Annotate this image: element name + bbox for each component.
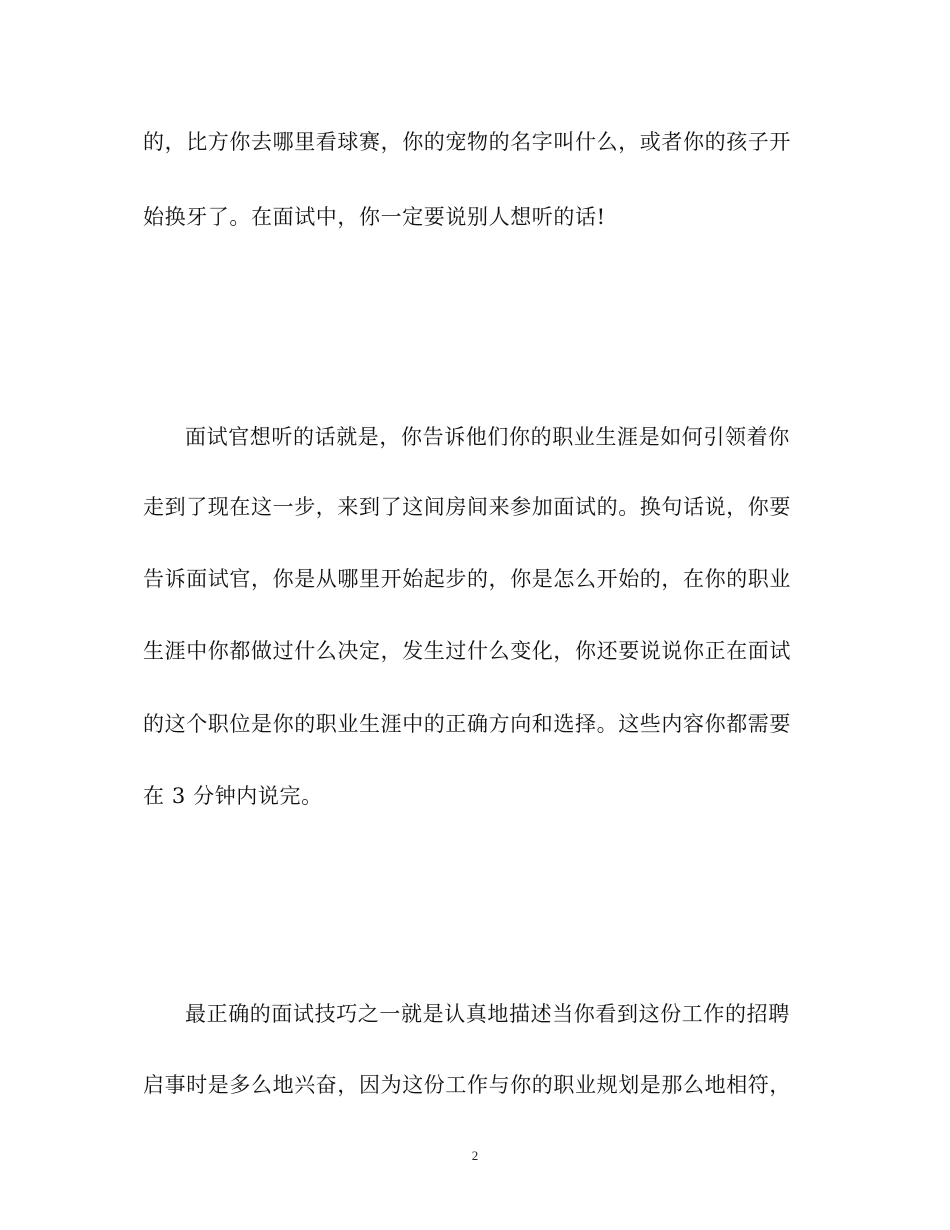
paragraph-2-line-3: 告诉面试官，你是从哪里开始起步的，你是怎么开始的，在你的职业	[143, 567, 791, 591]
paragraph-1-line-1: 的，比方你去哪里看球赛，你的宠物的名字叫什么，或者你的孩子开	[143, 130, 791, 154]
paragraph-2-line-1: 面试官想听的话就是，你告诉他们你的职业生涯是如何引领着你	[185, 425, 790, 449]
paragraph-2-line-6: 在 3 分钟内说完。	[143, 784, 323, 808]
paragraph-3-line-2: 启事时是多么地兴奋，因为这份工作与你的职业规划是那么地相符，	[143, 1073, 791, 1097]
paragraph-2-line-2: 走到了现在这一步，来到了这间房间来参加面试的。换句话说，你要	[143, 495, 791, 519]
paragraph-2-line-5: 的这个职位是你的职业生涯中的正确方向和选择。这些内容你都需要	[143, 712, 791, 736]
paragraph-3-line-1: 最正确的面试技巧之一就是认真地描述当你看到这份工作的招聘	[185, 1002, 790, 1026]
paragraph-2-line-4: 生涯中你都做过什么决定，发生过什么变化，你还要说说你正在面试	[143, 639, 791, 663]
paragraph-1-line-2: 始换牙了。在面试中，你一定要说别人想听的话!	[143, 205, 606, 229]
page-number: 2	[471, 1148, 479, 1163]
